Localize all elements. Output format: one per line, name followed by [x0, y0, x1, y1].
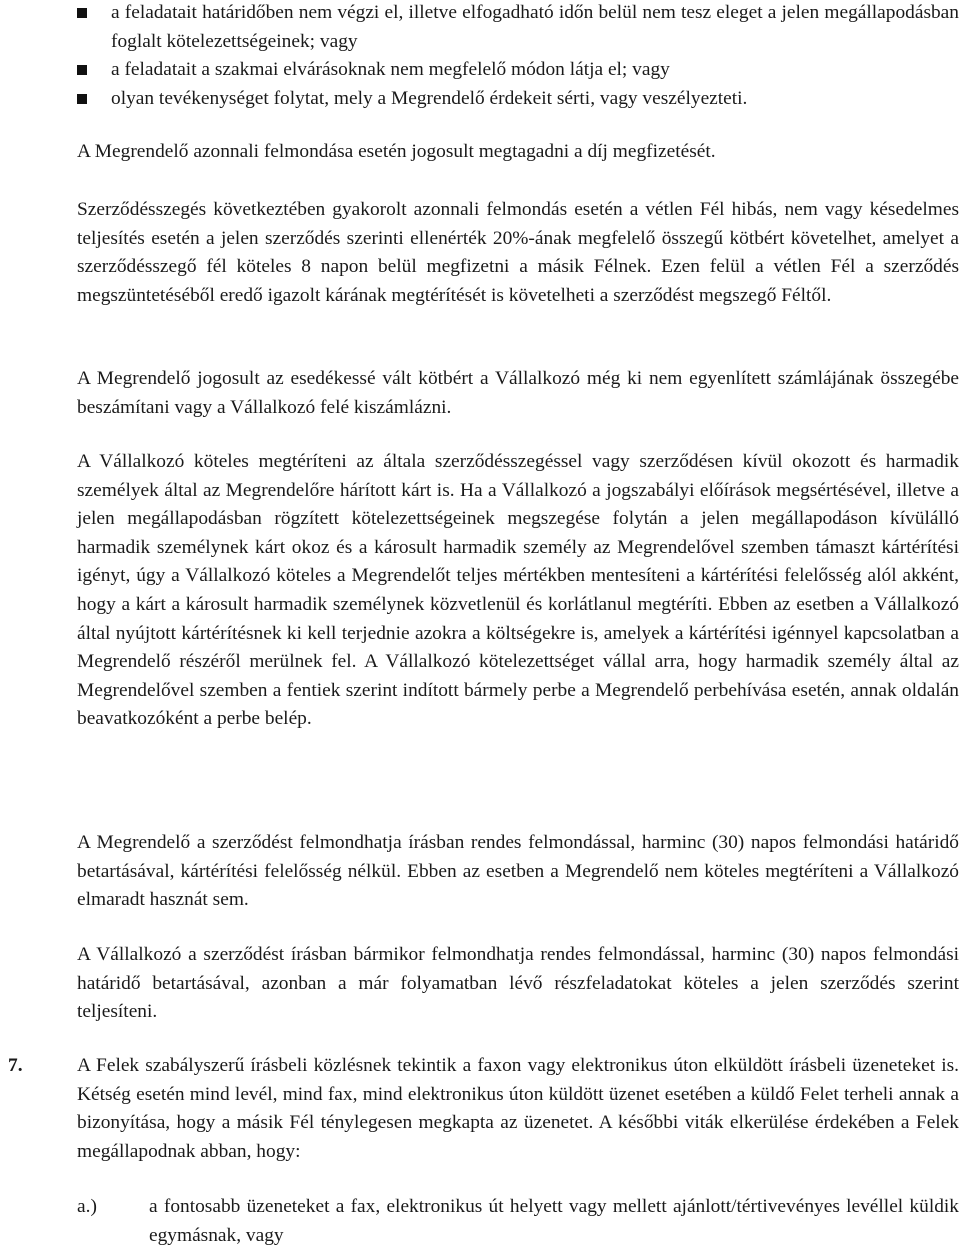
paragraph-contractor-termination: A Vállalkozó a szerződést írásban bármikor felmondhatja rendes felmondással, harminc (30) napos felmondási határidő betartásával, azonban a már folyamatban lévő részfeladatokat köteles a jelen szerződés szerint teljesíteni. [77, 944, 959, 1023]
paragraph-refusal: A Megrendelő azonnali felmondása esetén jogosult megtagadni a díj megfizetését. [77, 141, 716, 162]
bullet-item [77, 0, 959, 56]
bullet-text: olyan tevékenységet folytat, mely a Megrendelő érdekeit sérti, vagy veszélyezteti. [111, 87, 748, 109]
sub-item-text: a fontosabb üzeneteket a fax, elektronikus út helyett vagy mellett ajánlott/tértivevényes levéllel küldik egymásnak, vagy [149, 1196, 959, 1246]
bullet-list [77, 0, 959, 113]
square-bullet-icon [77, 65, 87, 75]
bullet-item [77, 85, 959, 114]
sub-item-label: a.) [77, 1196, 97, 1217]
paragraph-client-termination: A Megrendelő a szerződést felmondhatja írásban rendes felmondással, harminc (30) napos felmondási határidő betartásával, kártérítési felelősség nélkül. Ebben az esetben a Megrendelő nem köteles megtéríteni a Vállalkozó elmaradt hasznát sem. [77, 832, 959, 911]
section-number: 7. [8, 1055, 23, 1076]
sub-item [77, 1193, 959, 1250]
section-text: A Felek szabályszerű írásbeli közlésnek tekintik a faxon vagy elektronikus úton elküldött írásbeli üzeneteket is. Kétség esetén mind levél, mind fax, mind elektronikus úton küldött üzenet esetében a küldő Felet terheli annak a bizonyítása, hogy a másik Fél ténylegesen megkapta az üzenetet. A későbbi viták elkerülése érdekében a Felek megállapodnak abban, hogy: [77, 1055, 959, 1162]
square-bullet-icon [77, 94, 87, 104]
bullet-item [77, 56, 959, 85]
paragraph-penalty: Szerződésszegés következtében gyakorolt azonnali felmondás esetén a vétlen Fél hibás, nem vagy késedelmes teljesítés esetén a jelen szerződés szerinti ellenérték 20%-ának megfelelő összegű kötbért követelhet, amelyet a szerződésszegő fél köteles 8 napon belül megfizetni a másik Félnek. Ezen felül a vétlen Fél a szerződés megszüntetéséből eredő igazolt kárának megtérítését is követelheti a szerződést megszegő Féltől. [77, 199, 959, 306]
bullet-text: a feladatait a szakmai elvárásoknak nem megfelelő módon látja el; vagy [111, 59, 670, 81]
paragraph-damages: A Vállalkozó köteles megtéríteni az általa szerződésszegéssel vagy szerződésen kívül okozott és harmadik személyek által az Megrendelőre hárított kárt is. Ha a Vállalkozó a jogszabályi előírások megsértésével, illetve a jelen megállapodásban rögzített kötelezettségeinek megszegése folytán a jelen megállapodáson kívülálló harmadik személynek kárt okoz és a károsult harmadik személy az Megrendelővel szemben támaszt kártérítési igényt, úgy a Vállalkozó köteles a Megrendelőt teljes mértékben mentesíteni a kártérítési felelősség alól akként, hogy a kárt a károsult harmadik személynek közvetlenül és korlátlanul megtéríti. Ebben az esetben a Vállalkozó által nyújtott kártérítésnek ki kell terjednie azokra a költségekre is, amelyek a kártérítési igénnyel kapcsolatban a Megrendelő részéről merülnek fel. A Vállalkozó kötelezettséget vállal arra, hogy harmadik személy által az Megrendelővel szemben a fentiek szerint indított bármely perbe a Megrendelő perbehívása esetén, annak oldalán beavatkozóként a perbe belép. [77, 451, 959, 730]
bullet-text: a feladatait határidőben nem végzi el, illetve elfogadható időn belül nem tesz eleget a jelen megállapodásban foglalt kötelezettségeinek; vagy [111, 2, 959, 52]
square-bullet-icon [77, 8, 87, 18]
paragraph-offset: A Megrendelő jogosult az esedékessé vált kötbért a Vállalkozó még ki nem egyenlített számlájának összegébe beszámítani vagy a Vállalkozó felé kiszámlázni. [77, 368, 959, 418]
